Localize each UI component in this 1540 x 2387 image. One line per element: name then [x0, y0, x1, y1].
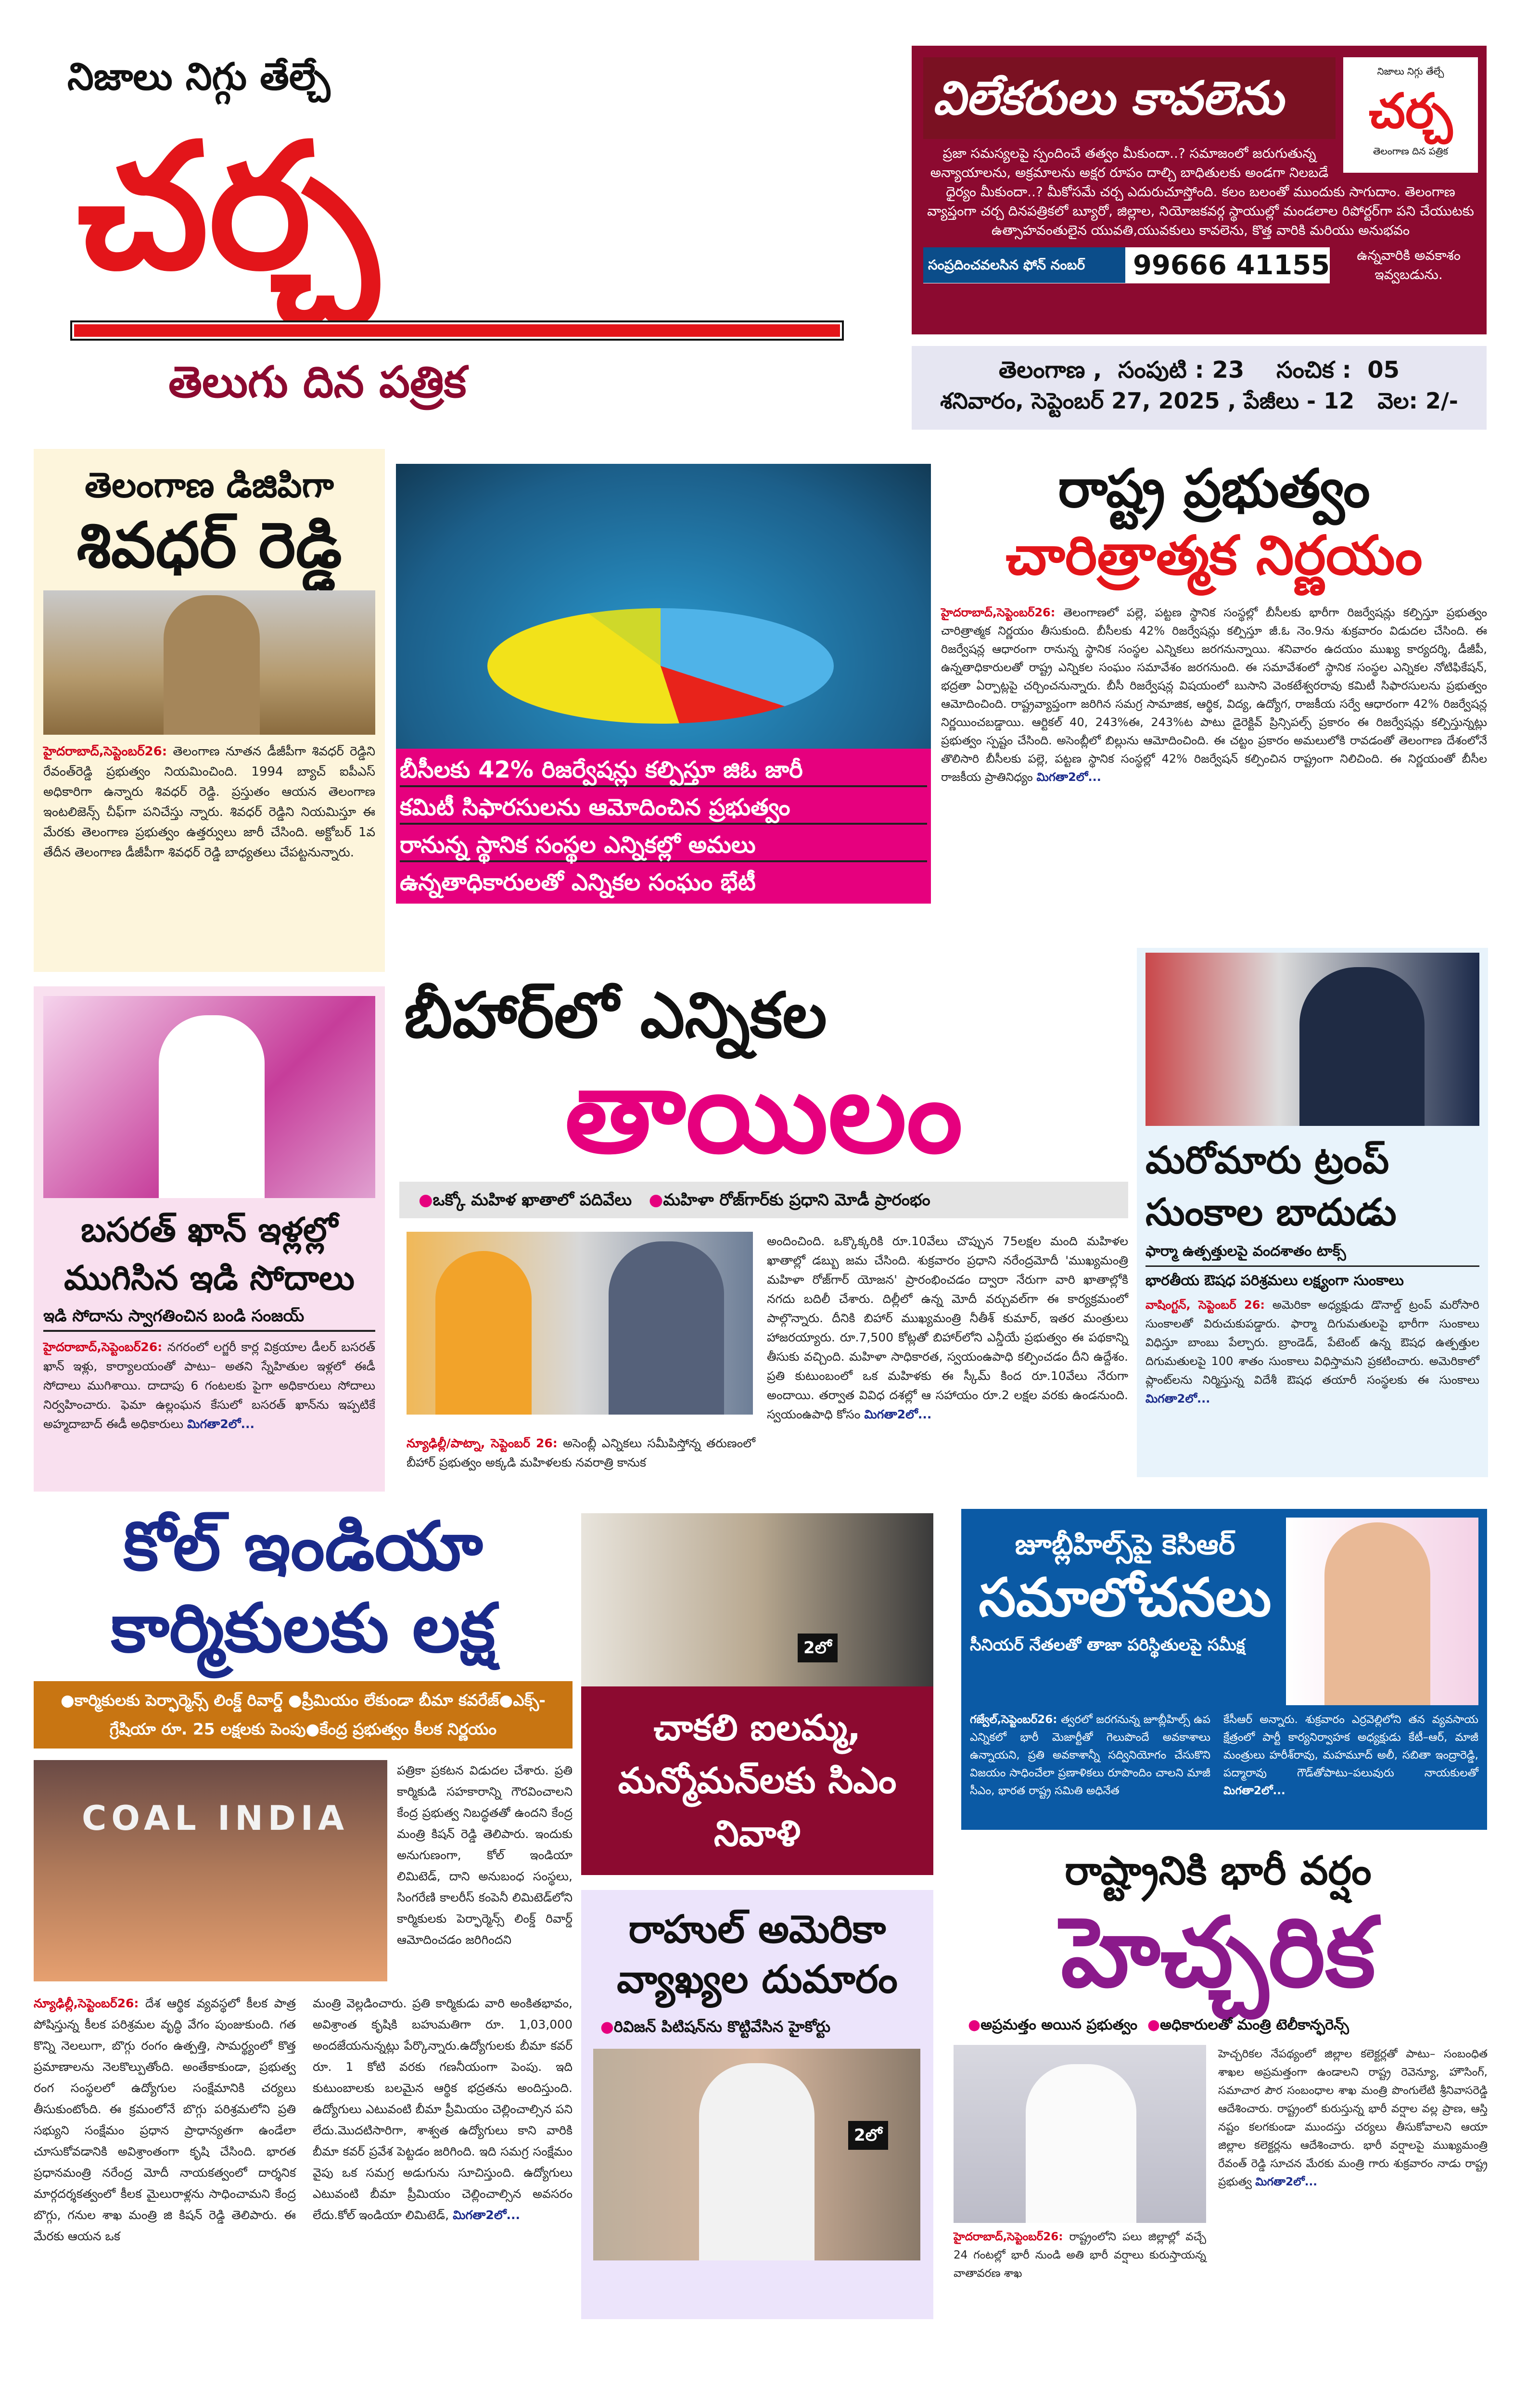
kcr-figure [1324, 1522, 1430, 1705]
kcr-dateline: గజ్వేల్,సెప్టెంబర్26: [970, 1713, 1057, 1726]
kcr-body-right [1223, 1711, 1478, 1800]
pie-chart-graphic [487, 608, 834, 724]
bihar-bullet: ఒక్కో మహిళ ఖాతాలో పదివేలు [433, 1190, 632, 1210]
bc-point: ఉన్నతాధికారులతో ఎన్నికల సంఘం భేటీ [400, 869, 756, 896]
woman-figure [435, 1251, 532, 1415]
edition-line2: శనివారం, సెప్టెంబర్ 27, 2025 , పేజీలు - 12 వెల: 2/- [940, 388, 1458, 414]
basarat-continued-link[interactable]: మిగతా2లో... [187, 1417, 255, 1431]
kcr-continued-link[interactable]: మిగతా2లో... [1223, 1785, 1285, 1797]
kcr-headline: సమాలోచనలు [979, 1567, 1272, 1628]
coal-body-top: పత్రికా ప్రకటన విడుదల చేశారు. ప్రతి కార్మికుడి సహకారాన్ని గౌరవించాలని కేంద్ర ప్రభుత్వ నిబద్ధతతో ఉందని కేంద్ర మంత్రి కిషన్ రెడ్డి తెలిపారు. ఇందుకు అనుగుణంగా, కోల్ ఇండియా లిమిటెడ్, దాని అనుబంధ సంస్థలు, సింగరేణి కాలరీస్ కంపెనీ లిమిటెడ్‌లోని కార్మికులకు పెర్ఫార్మెన్స్ లింక్డ్ రివార్డ్ ఆమోదించడం జరిగిందని [397, 1763, 573, 1947]
ad-logo-tagline: నిజాలు నిగ్గు తేల్చే [1377, 65, 1444, 77]
bc-point: కమిటీ సిఫారసులను ఆమోదించిన ప్రభుత్వం [400, 792, 927, 825]
rain-columns [949, 2045, 1488, 2283]
rain-bullet: అధికారులతో మంత్రి టెలీకాన్ఫరెన్స్ [1160, 2017, 1349, 2033]
coal-points: ●కార్మికులకు పెర్ఫార్మెన్స్ లింక్డ్ రివార్డ్ ●ప్రీమియం లేకుండా బీమా కవరేజ్●ఎక్స్-గ్రేషియా రూ. 25 లక్షలకు పెంపు●కేంద్ర ప్రభుత్వం కీలక నిర్ణయం [34, 1681, 573, 1749]
dgp-story [34, 449, 385, 972]
basarat-text: నగరంలో లగ్జరీ కార్ల విక్రయాల డీలర్ బసరత్ ఖాన్ ఇళ్లు, కార్యాలయంతో పాటు– అతని స్నేహితుల ఇళ్లలో ఈడీ సోదాలు ముగిశాయి. దాదాపు 6 గంటలకు పైగా అధికారులు సోదాలు నిర్వహించారు. ఫెమా ఉల్లంఘన కేసులో బసరత్ ఖాన్‌ను ఇప్పటికే అహ్మదాబాద్ ఈడీ అధికారులు [43, 1340, 375, 1431]
bihar-bullet: మహిళా రోజ్‌గార్‌కు ప్రధాని మోడీ ప్రారంభం [663, 1190, 930, 1210]
basarat-dateline: హైదరాబాద్,సెప్టెంబర్26: [43, 1340, 163, 1354]
state-dateline: హైదరాబాద్,సెప్టెంబర్26: [941, 606, 1056, 619]
bihar-text-right: అందించింది. ఒక్కొక్కరికి రూ.10వేలు చొప్పున 75లక్షల మంది మహిళల ఖాతాల్లో డబ్బు జమ చేసింది. శుక్రవారం ప్రధాని నరేంద్రమోదీ 'ముఖ్యమంత్రి మహిళా రోజ్‌గార్ యోజన' ప్రారంభించడం ద్వారా నేరుగా వారి ఖాతాల్లోకి నగదు బదిలీ చేశారు. దిల్లీలో ఉన్న మోదీ వర్చువల్‌గా ఈ కార్యక్రమంలో పాల్గొన్నారు. దీనికి బిహార్ ముఖ్యమంత్రి నీతీశ్ కుమార్, ఇతర మంత్రులు హాజరయ్యారు. రూ.7,500 కోట్లతో బిహార్‌లోని ఎన్డీయే ప్రభుత్వం ఈ పథకాన్ని తీసుకు వచ్చింది. మహిళా సాధికారత, స్వయంఉపాధి కల్పించడం దీని ఉద్దేశం. ప్రతి కుటుంబంలో ఒక మహిళకు ఈ స్కీమ్ కింద రూ.10వేలు నేరుగా అందాయి. తర్వాత వివిధ దశల్లో ఆ సహాయం రూ.2 లక్షల వరకు ఉండనుంది. స్వయంఉపాధి కోసం [767, 1234, 1128, 1421]
basarat-story [34, 986, 385, 1492]
coal-headline-2: కార్మికులకు లక్ష [111, 1589, 496, 1668]
kcr-text-left: త్వరలో జరగనున్న జూబ్లీహిల్స్ ఉప ఎన్నికలో భారీ మెజార్టీతో గెలుపొందే అవకాశాలు ఉన్నాయని, ప్రతి అవకాశాన్నీ సద్వినియోగం చేసుకొని విజయం సాధించేలా ప్రణాళికలు రూపొందిం చాలని మాజీ సీఎం, భారత రాష్ట్ర సమితి అధినేత [970, 1713, 1210, 1797]
trump-headline-2: సుంకాల బాదుడు [1145, 1191, 1397, 1234]
masthead-underline [72, 322, 842, 339]
coal-india-story [34, 1506, 573, 2247]
bc-reservation-block [396, 464, 931, 904]
ad-contact [923, 247, 1330, 283]
rain-text-top: హెచ్చరికల నేపథ్యంలో జిల్లాల కలెక్టర్లతో పాటు– సంబంధిత శాఖల అప్రమత్తంగా ఉండాలని రాష్ట్ర రెవెన్యూ, హౌసింగ్, సమాచార పౌర సంబంధాల శాఖ మంత్రి పొంగులేటి శ్రీనివాసరెడ్డి ఆదేశించారు. రాష్ట్రంలో కురుస్తున్న భారీ వర్షాల వల్ల ప్రాణ, ఆస్తి నష్టం కలగకుండా ముందస్తు చర్యలు తీసుకోవాలని ఆయా జిల్లాల కలెక్టర్లను ఆదేశించారు. భారీ వర్షాలపై ముఖ్యమంత్రి రేవంత్ రెడ్డి సూచన మేరకు మంత్రి గారు శుక్రవారం నాడు రాష్ట్ర ప్రభుత్వ [1218, 2048, 1488, 2188]
bihar-text-left: అసెంబ్లీ ఎన్నికలు సమీపిస్తోన్న తరుణంలో బీహార్ ప్రభుత్వం అక్కడి మహిళలకు నవరాత్రి కానుక [407, 1436, 755, 1469]
ad-bottom-row [923, 246, 1478, 284]
bc-reservation-photo [396, 464, 931, 749]
rahul-story [581, 1890, 933, 2319]
kcr-photo [1286, 1518, 1478, 1705]
ad-body: ప్రజా సమస్యలపై స్పందించే తత్వం మీకుందా..? సమాజంలో జరుగుతున్న అన్యాయాలను, అక్రమాలను అక్షర రూపం దాల్చి బాధితులకు అండగా నిలబడే ధైర్యం మీకుందా..? మీకోసమే చర్చ ఎదురుచూస్తోంది. కలం బలంతో ముందుకు సాగుదాం. తెలంగాణ వ్యాప్తంగా చర్చ దినపత్రికలో బ్యూరో, జిల్లాల, నియోజకవర్గ స్థాయుల్లో మండలాల రిపోర్టర్‌గా పని చేయుటకు ఉత్సాహవంతులైన యువతి,యువకులు కావలెను, కొత్త వారికి మరియు అనుభవం [927, 145, 1474, 238]
state-continued-link[interactable]: మిగతా2లో... [1036, 770, 1101, 784]
trump-continued-link[interactable]: మిగతా2లో... [1145, 1392, 1210, 1405]
rain-story [949, 1845, 1488, 2283]
kcr-top [970, 1518, 1478, 1705]
modi-figure [609, 1241, 724, 1415]
bihar-kicker: బీహార్‌లో ఎన్నికల [404, 979, 827, 1052]
rain-kicker: రాష్ట్రానికి భారీ వర్షం [1065, 1848, 1372, 1894]
kcr-headings [970, 1518, 1280, 1705]
trump-sub-2: భారతీయ ఔషధ పరిశ్రమలు లక్ష్యంగా సుంకాలు [1145, 1272, 1404, 1289]
cm-tribute-block [581, 1513, 933, 1875]
kcr-story [961, 1509, 1487, 1830]
minister-figure [1026, 2064, 1136, 2223]
trump-text: అమెరికా అధ్యక్షుడు డొనాల్డ్ ట్రంప్ మరోసారి సుంకాలతో విరుచుకుపడ్డారు. ఫార్మా దిగుమతులపై భారీగా సుంకాలు విధిస్తూ బాంబు పేల్చారు. బ్రాండెడ్, పేటెంట్ ఉన్న ఔషధ ఉత్పత్తుల దిగుమతులపై 100 శాతం సుంకాలు విధిస్తామని ప్రకటించారు. అమెరికాలో ప్లాంట్‌లను నిర్మిస్తున్న విదేశీ ఔషధ తయారీ సంస్థలకు ఈ సుంకాలు [1145, 1298, 1479, 1387]
state-govt-story [941, 457, 1487, 786]
dgp-body [43, 741, 375, 863]
rain-body-right [1218, 2045, 1488, 2283]
rain-bullet: అప్రమత్తం అయిన ప్రభుత్వం [980, 2017, 1138, 2033]
dgp-kicker: తెలంగాణ డిజిపిగా [85, 465, 334, 505]
trump-headline-1: మరోమారు ట్రంప్ [1145, 1139, 1389, 1182]
coal-columns [34, 1993, 573, 2247]
bihar-photo [407, 1232, 753, 1415]
rahul-sub-text: రివిజన్ పిటిషన్‌ను కొట్టివేసిన హైకోర్టు [613, 2017, 831, 2036]
edition-info [912, 346, 1487, 430]
edition-line1: తెలంగాణ , సంపుటి : 23 సంచిక : 05 [998, 357, 1400, 383]
kcr-sub: సీనియర్ నేతలతో తాజా పరిస్థితులపై సమీక్ష [970, 1635, 1245, 1655]
masthead-tagline: నిజాలు నిగ్గు తేల్చే [67, 55, 331, 99]
coal-india-photo [34, 1760, 387, 1981]
rahul-badge[interactable]: 2లో [848, 2121, 888, 2150]
cm-tribute-photo [581, 1513, 933, 1686]
coal-text-right: మంత్రి వెల్లడించారు. ప్రతి కార్మికుడు వారి అంకితభావం, అవిశ్రాంత కృషికి బహుమతిగా రూ. 1,03,000 అందజేయనున్నట్లు పేర్కొన్నారు.ఉద్యోగులకు బీమా కవర్ రూ. 1 కోటి వరకు గణనీయంగా పెంపు. ఇది కుటుంబాలకు బలమైన ఆర్థిక భద్రతను అందిస్తుంది. ఉద్యోగులు ఎటువంటి బీమా ప్రీమియం చెల్లించాల్సిన పని లేదు.మొదటిసారిగా, శాశ్వత ఉద్యోగులు కాని వారికి బీమా కవర్ ప్రవేశ పెట్టడం జరిగింది. ఇది సమగ్ర సంక్షేమం వైపు ఒక సమగ్ర అడుగును సూచిస్తుంది. ఉద్యోగులు ఎటువంటి బీమా ప్రీమియం చెల్లించాల్సిన అవసరం లేదు.కోల్ ఇండియా లిమిటెడ్, [313, 1996, 573, 2222]
ad-contact-label: సంప్రదించవలసిన ఫోన్ నంబర్ [923, 247, 1125, 283]
bc-point: రానున్న స్థానిక సంస్థల ఎన్నికల్లో అమలు [400, 830, 927, 862]
trump-body [1145, 1296, 1479, 1408]
coal-body-right [313, 1993, 573, 2247]
bihar-continued-link[interactable]: మిగతా2లో... [864, 1407, 932, 1421]
trump-figure [1299, 967, 1425, 1126]
rain-bullets: ●అప్రమత్తం అయిన ప్రభుత్వం ●అధికారులతో మంత్రి టెలీకాన్ఫరెన్స్ [968, 2017, 1349, 2033]
officer-figure [164, 595, 260, 735]
bihar-left-column [407, 1232, 755, 1472]
dgp-text: తెలంగాణ నూతన డీజీపీగా శివధర్ రెడ్డిని రేవంత్‌రెడ్డి ప్రభుత్వం నియమించింది. 1994 బ్యాచ్ ఐపీఎస్ అధికారిగా ఉన్నారు శివధర్ రెడ్డి. ప్రస్తుతం ఆయన తెలంగాణ ఇంటలిజెన్స్ చీఫ్‌గా పనిచేస్తు న్నారు. శివధర్ రెడ్డిని నియమిస్తూ ఈ మేరకు తెలంగాణ ప్రభుత్వం ఉత్తర్వులు జారీ చేసింది. అక్టోబర్ 1వ తేదీన తెలంగాణ డీజీపీగా శివధర్ రెడ్డి బాధ్యతలు చేపట్టనున్నారు. [43, 744, 375, 860]
basarat-body [43, 1338, 375, 1434]
dgp-headline: శివధర్ రెడ్డి [76, 509, 342, 582]
state-text: తెలంగాణలో పల్లె, పట్టణ స్థానిక సంస్థల్లో బీసీలకు భారీగా రిజర్వేషన్లు కల్పిస్తూ ప్రభుత్వం చారిత్రాత్మక నిర్ణయం తీసుకుంది. బీసీలకు 42% రిజర్వేషన్లు కల్పిస్తూ జీ.ఓ నెం.9ను శుక్రవారం విడుదల చేసింది. ఈ రిజర్వేషన్ల ఆధారంగా రానున్న స్థానిక సంస్థల ఎన్నికలు జరగనున్నాయి. శనివారం ఉదయం ముఖ్య కార్యదర్శి, డీజీపీ, ఉన్నతాధికారులతో రాష్ట్ర ఎన్నికల సంఘం సమావేశం జరగనుంది. ఈ సమావేశంలో స్థానిక సంస్థల ఎన్నికల నోటిఫికేషన్, భద్రతా ఏర్పాట్లపై చర్చించనున్నారు. బీసీ రిజర్వేషన్ల విషయంలో బుసాని వెంకటేశ్వరరావు కమిటీ సిఫారసులను ప్రభుత్వం ఆమోదించింది. రాష్ట్రవ్యాప్తంగా జరిగిన సమగ్ర సామాజిక, ఆర్థిక, విద్య, ఉద్యోగ, రాజకీయ సర్వే ఆధారంగా 42% రిజర్వేషన్ల నిర్ణయించబడ్డాయి. ఆర్టికల్ 40, 243%ఈ, 243%ట పాటు డైరెక్టివ్ ప్రిన్సిపల్స్ ప్రకారం ఈ రిజర్వేషన్లు కల్పిస్తున్నట్లు ప్రభుత్వం స్పష్టం చేసింది. అసెంబ్లీలో బిల్లును ఆమోదించింది. ఈ చట్టం ప్రకారం అమలులోకి రావడంతో తెలంగాణ దేశంలోనే తొలిసారి బీసీలకు పల్లె, పట్టణ స్థానిక సంస్థల్లో 42% రిజర్వేషన్ కల్పించిన రాష్ట్రంగా నిలిచింది. ఈ నిర్ణయంతో బీసీల రాజకీయ ప్రాతినిధ్యం [941, 606, 1487, 784]
masthead-subtitle: తెలుగు దిన పత్రిక [168, 357, 467, 408]
coal-body-left [34, 1993, 296, 2247]
rahul-sub: ●రివిజన్ పిటిషన్‌ను కొట్టివేసిన హైకోర్టు [600, 2017, 831, 2036]
rain-body-left [954, 2228, 1206, 2283]
coal-dateline: న్యూఢిల్లీ,సెప్టెంబర్26: [34, 1996, 139, 2010]
basarat-headline-2: ముగిసిన ఇడి సోదాలు [64, 1258, 355, 1298]
bihar-body-right [767, 1232, 1128, 1472]
kcr-body-left [970, 1711, 1210, 1800]
ad-logo [1343, 57, 1478, 173]
basarat-headline-1: బసరత్ ఖాన్ ఇళ్లల్లో [81, 1210, 338, 1250]
coal-headline-1: కోల్ ఇండియా [123, 1507, 483, 1586]
rahul-headline-1: రాహుల్ అమెరికా [628, 1907, 886, 1952]
state-kicker: రాష్ట్ర ప్రభుత్వం [1058, 458, 1370, 519]
bandi-sanjay-photo [43, 996, 375, 1198]
coal-continued-link[interactable]: మిగతా2లో... [453, 2208, 521, 2222]
header-right-column [912, 46, 1487, 430]
trump-photo [1145, 953, 1479, 1126]
ad-logo-subtitle: తెలంగాణ దిన పత్రిక [1373, 145, 1448, 157]
ad-title: విలేకరులు కావలెను [923, 57, 1336, 139]
rain-headline: హెచ్చరిక [1060, 1897, 1375, 2009]
ad-logo-name: చర్చ [1369, 83, 1452, 139]
rahul-headline-2: వ్యాఖ్యల దుమారం [617, 1957, 898, 2002]
state-body [941, 603, 1487, 786]
bc-reservation-points [396, 749, 931, 904]
bihar-dateline: న్యూఢిల్లీ/పాట్నా, సెప్టెంబర్ 26: [407, 1436, 558, 1450]
rahul-photo [593, 2049, 920, 2260]
coal-text-left: దేశ ఆర్థిక వ్యవస్థలో కీలక పాత్ర పోషిస్తున్న కీలక పరిశ్రమల వృద్ధి వేగం పుంజుకుంది. గత కొన్ని నెలలుగా, బొగ్గు రంగం ఉత్పత్తి, సామర్థ్యంలో కొత్త ప్రమాణాలను నెలకొల్పుతోంది. అంతేకాకుండా, ప్రభుత్వ రంగ సంస్థలలో ఉద్యోగుల సంక్షేమానికి చర్యలు తీసుకుంటోంది. ఈ క్రమంలోనే బొగ్గు పరిశ్రమలోని ప్రతి సభ్యుని సంక్షేమం ప్రధాన ప్రాధాన్యతగా ఉండేలా చూసుకోవడానికి అవిశ్రాంతంగా కృషి చేసింది. భారత ప్రధానమంత్రి నరేంద్ర మోదీ నాయకత్వంలో దార్శనిక మార్గదర్శకత్వంలో కీలక మైలురాళ్లను సాధించామని కేంద్ర బొగ్గు, గనుల శాఖ మంత్రి జి కిషన్ రెడ్డి తెలిపారు. ఈ మేరకు ఆయన ఒక [34, 1996, 296, 2243]
trump-sub-1: ఫార్మా ఉత్పత్తులపై వందశాతం టాక్స్ [1145, 1241, 1479, 1267]
bihar-story [399, 977, 1128, 1472]
state-headline: చారిత్రాత్మక నిర్ణయం [1005, 524, 1423, 587]
cm-tribute-headline: చాకలి ఐలమ్మ, మన్మోమన్‌లకు సిఎం నివాళి [618, 1707, 897, 1854]
kcr-columns [970, 1711, 1478, 1800]
masthead [58, 53, 895, 428]
basarat-subheadline: ఇడి సోదాను స్వాగతించిన బండి సంజయ్ [43, 1305, 375, 1332]
cm-tribute-badge[interactable]: 2లో [798, 1634, 838, 1662]
rain-dateline: హైదరాబాద్,సెప్టెంబర్26: [954, 2231, 1063, 2243]
speaker-figure [159, 1015, 265, 1198]
rain-text-left: రాష్ట్రంలోని పలు జిల్లాల్లో వచ్చే 24 గంటల్లో భారీ నుండి అతి భారీ వర్షాలు కురుస్తాయన్న వాతావరణ శాఖ [954, 2231, 1206, 2280]
dgp-dateline: హైదరాబాద్,సెప్టెంబర్26: [43, 744, 167, 759]
bc-point: బీసీలకు 42% రిజర్వేషన్లు కల్పిస్తూ జిఓ జారీ [400, 754, 927, 787]
dgp-photo [43, 590, 375, 735]
rahul-figure [699, 2063, 815, 2260]
bihar-body-left [407, 1434, 755, 1472]
trump-story [1137, 948, 1488, 1477]
trump-dateline: వాషింగ్టన్, సెప్టెంబర్ 26: [1145, 1298, 1265, 1312]
bihar-bullets: ●ఒక్కో మహిళ ఖాతాలో పదివేలు ●మహిళా రోజ్‌గార్‌కు ప్రధాని మోడీ ప్రారంభం [399, 1182, 1128, 1218]
bihar-headline: తాయిలం [565, 1049, 963, 1178]
masthead-logo: చర్చ [77, 106, 379, 307]
rain-continued-link[interactable]: మిగతా2లో... [1255, 2176, 1317, 2188]
ad-phone: 99666 41155 [1133, 249, 1330, 281]
coal-india-sign: COAL INDIA [82, 1799, 349, 1838]
ad-body-end: ఉన్నవారికి అవకాశం ఇవ్వబడును. [1357, 247, 1461, 282]
cm-tribute-headline-box [581, 1686, 933, 1875]
kcr-kicker: జూబ్లీహిల్స్‌పై కెసిఆర్ [1015, 1528, 1235, 1561]
rain-left-column [954, 2045, 1206, 2283]
minister-photo [954, 2045, 1206, 2223]
kcr-text-right: కేసీఆర్ అన్నారు. శుక్రవారం ఎర్రవెల్లిలోని తన వ్యవసాయ క్షేత్రంలో పార్టీ కార్యనిర్వాహక అధ్యక్షుడు కేటీ–ఆర్, మాజీ మంత్రులు హరీశ్‌రావు, మహమూద్ అలీ, సబితా ఇంద్రారెడ్డి, పద్మారావు గౌడ్‌తోపాటు–పలువురు నాయకులతో [1223, 1713, 1478, 1779]
reporters-wanted-ad [912, 46, 1487, 334]
coal-top-section [34, 1760, 573, 1986]
bihar-content [399, 1232, 1128, 1472]
